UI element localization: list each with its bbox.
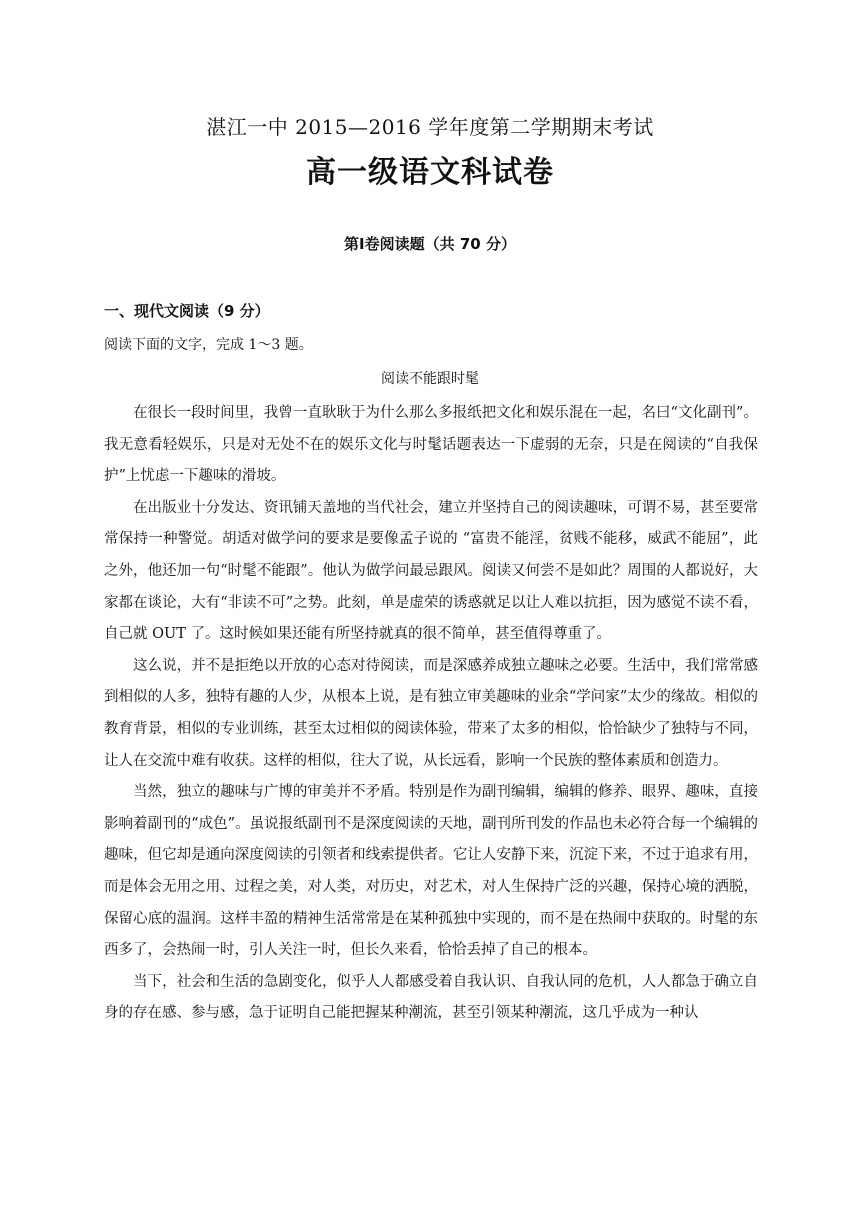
article-paragraph: 当然，独立的趣味与广博的审美并不矛盾。特别是作为副刊编辑，编辑的修养、眼界、趣味，直接影响着副刊的“成色”。虽说报纸副刊不是深度阅读的天地，副刊所刊发的作品也未必符合每一个编辑的趣味，但它却是通向深度阅读的引领者和线索提供者。它让人安静下来，沉淀下来，不过于追求有用，而是体会无用之用、过程之美，对人类，对历史，对艺术，对人生保持广泛的兴趣，保持心境的洒脱，保留心底的温润。这样丰盈的精神生活常常是在某种孤独中实现的，而不是在热闹中获取的。时髦的东西多了，会热闹一时，引人关注一时，但长久来看，恰恰丢掉了自己的根本。	[104, 784, 758, 959]
part-title: 第Ⅰ卷阅读题（共 70 分）	[344, 235, 516, 253]
paper-title: 高一级语文科试卷	[306, 155, 554, 190]
article-paragraph: 当下，社会和生活的急剧变化，似乎人人都感受着自我认识、自我认同的危机，人人都急于确立自身的存在感、参与感，急于证明自己能把握某种潮流，甚至引领某种潮流，这几乎成为一种认	[104, 973, 758, 1022]
exam-title: 湛江一中 2015—2016 学年度第二学期期末考试	[206, 115, 654, 139]
article-paragraph: 在很长一段时间里，我曾一直耿耿于为什么那么多报纸把文化和娱乐混在一起，名曰“文化副刊”。我无意看轻娱乐，只是对无处不在的娱乐文化与时髦话题表达一下虚弱的无奈，只是在阅读的“自我保护”上忧虑一下趣味的滑坡。	[104, 405, 758, 485]
article-title: 阅读不能跟时髦	[381, 371, 479, 387]
section-title: 一、现代文阅读（9 分）	[104, 302, 270, 320]
article-paragraph: 这么说，并不是拒绝以开放的心态对待阅读，而是深感养成独立趣味之必要。生活中，我们常常感到相似的人多，独特有趣的人少，从根本上说，是有独立审美趣味的业余“学问家”太少的缘故。相似的教育背景，相似的专业训练，甚至太过相似的阅读体验，带来了太多的相似，恰恰缺少了独特与不同，让人在交流中难有收获。这样的相似，往大了说，从长远看，影响一个民族的整体素质和创造力。	[104, 657, 758, 769]
article-paragraph: 在出版业十分发达、资讯铺天盖地的当代社会，建立并坚持自己的阅读趣味，可谓不易，甚至要常常保持一种警觉。胡适对做学问的要求是要像孟子说的 “富贵不能淫，贫贱不能移，威武不能屈”，此之外，他还加一句“时髦不能跟”。他认为做学问最忌跟风。阅读又何尝不是如此？周围的人都说好，大家都在谈论，大有“非读不可”之势。此刻，单是虚荣的诱惑就足以让人难以抗拒，因为感觉不读不看，自己就 OUT 了。这时候如果还能有所坚持就真的很不简单，甚至值得尊重了。	[104, 499, 758, 643]
section-instruction: 阅读下面的文字，完成 1～3 题。	[104, 337, 313, 353]
article-body	[104, 398, 758, 1030]
